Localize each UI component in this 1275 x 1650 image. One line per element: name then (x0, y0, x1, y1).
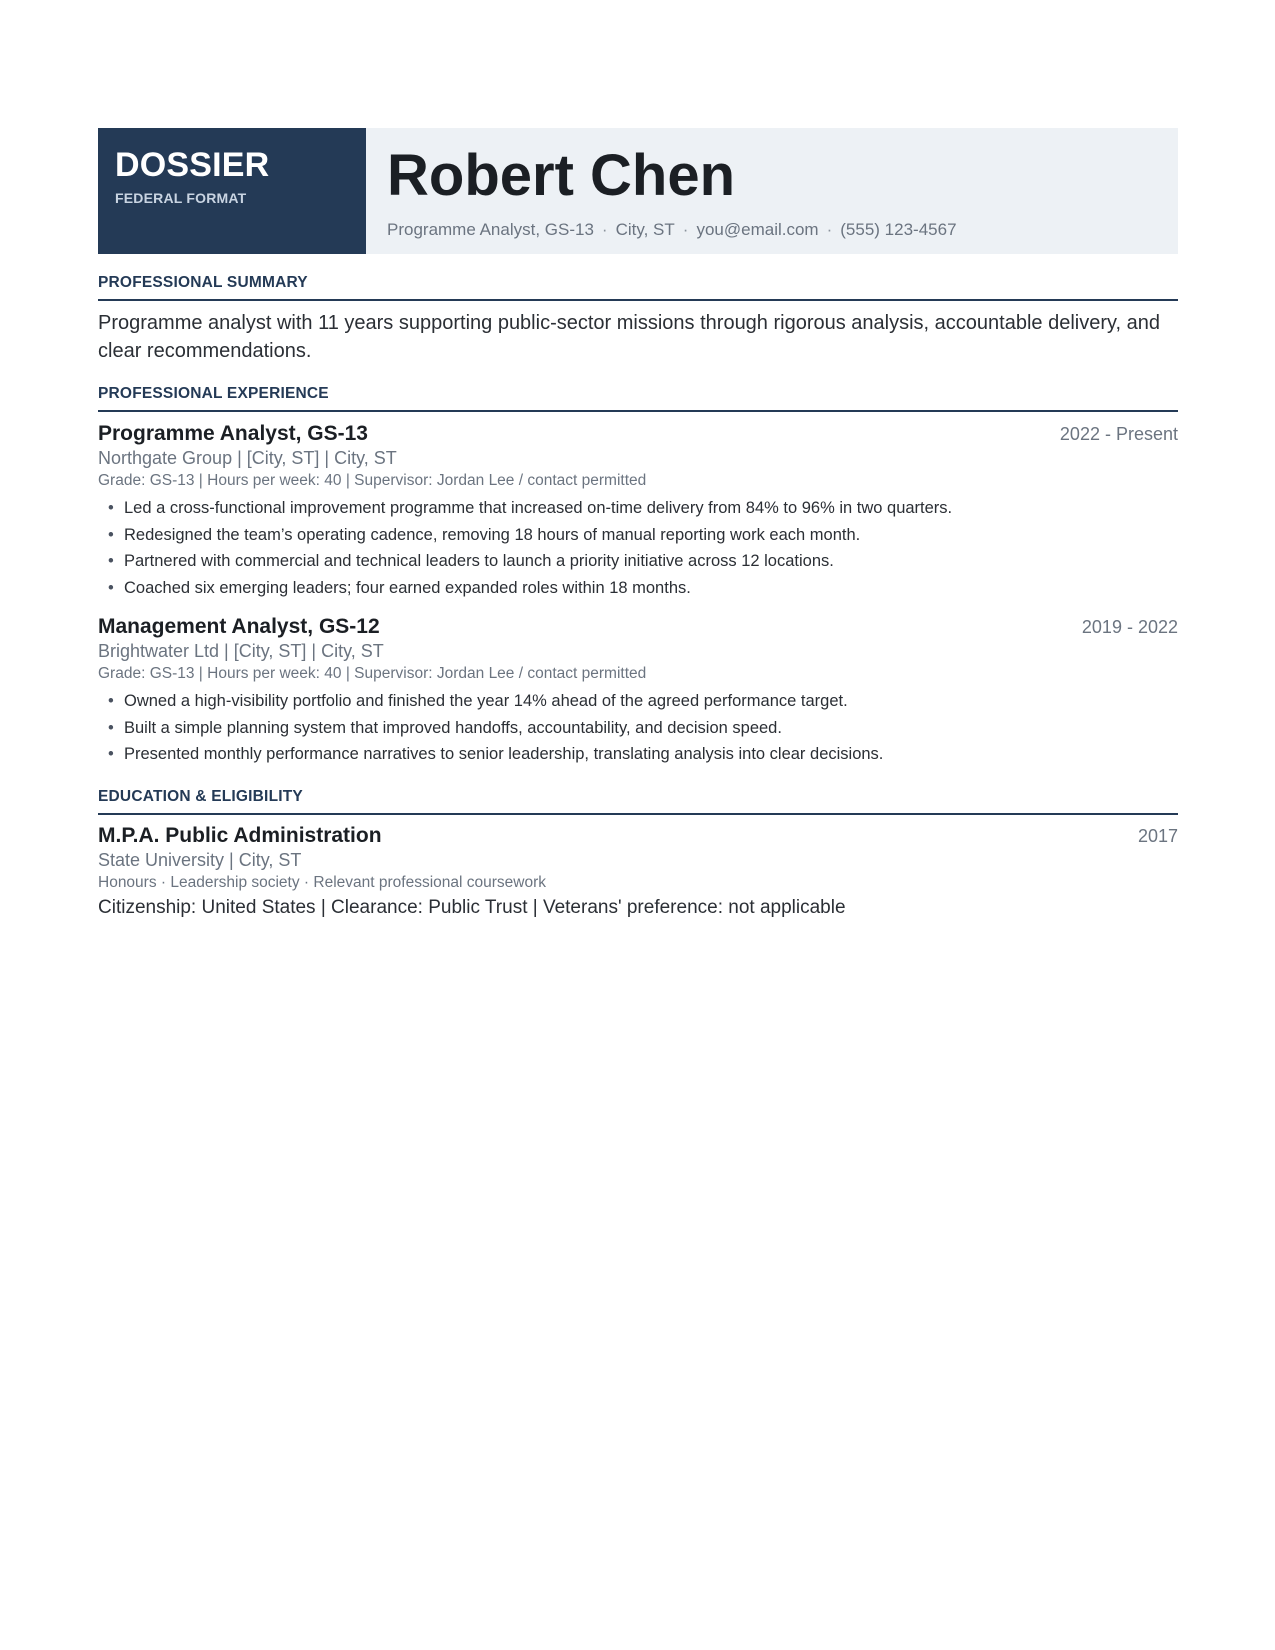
job-header (98, 615, 1178, 639)
contact-line (387, 220, 1178, 240)
job-bullet: • Owned a high-visibility portfolio and finished the year 14% ahead of the agreed performance target. (98, 688, 1178, 715)
contact-separator: · (682, 220, 689, 239)
experience-section-title: PROFESSIONAL EXPERIENCE (98, 385, 1178, 412)
education-entry (98, 824, 1178, 919)
job-meta: Grade: GS-13 | Hours per week: 40 | Supervisor: Jordan Lee / contact permitted (98, 665, 647, 682)
contact-role: Programme Analyst, GS-13 (387, 220, 594, 239)
summary-text: Programme analyst with 11 years supporting public-sector missions through rigorous analysis, accountable delivery, and clear recommendations. (98, 312, 1161, 362)
job-bullets (98, 495, 1178, 601)
job-title: Programme Analyst, GS-13 (98, 422, 368, 445)
job-bullet: • Coached six emerging leaders; four earned expanded roles within 18 months. (98, 575, 1178, 602)
contact-email: you@email.com (696, 220, 819, 239)
job-header (98, 422, 1178, 446)
job-bullet: • Partnered with commercial and technical leaders to launch a priority initiative across 12 locations. (98, 548, 1178, 575)
education-honours: Honours · Leadership society · Relevant professional coursework (98, 873, 546, 891)
job-bullet: • Redesigned the team’s operating cadence, removing 18 hours of manual reporting work each month. (98, 522, 1178, 549)
contact-phone: (555) 123-4567 (840, 220, 957, 239)
job-bullet: • Led a cross-functional improvement programme that increased on-time delivery from 84% to 96% in two quarters. (98, 495, 1178, 522)
resume-header (98, 128, 1178, 254)
brand-block (98, 128, 366, 254)
contact-separator: · (826, 220, 833, 239)
education-section-title: EDUCATION & ELIGIBILITY (98, 788, 1178, 815)
candidate-name: Robert Chen (387, 143, 735, 208)
degree-title: M.P.A. Public Administration (98, 823, 382, 847)
job-entry (98, 615, 1178, 768)
school-name: State University | City, ST (98, 849, 302, 870)
brand-subtitle: FEDERAL FORMAT (115, 190, 247, 206)
job-bullet: • Presented monthly performance narratives to senior leadership, translating analysis into clear decisions. (98, 741, 1178, 768)
contact-location: City, ST (615, 220, 675, 239)
job-entry (98, 422, 1178, 601)
job-organization: Brightwater Ltd | [City, ST] | City, ST (98, 641, 384, 661)
education-header (98, 824, 1178, 848)
job-dates: 2019 - 2022 (1081, 617, 1178, 637)
job-bullets (98, 688, 1178, 768)
contact-separator: · (601, 220, 608, 239)
job-title: Management Analyst, GS-12 (98, 615, 380, 638)
graduation-year: 2017 (1137, 825, 1178, 846)
job-bullet: • Built a simple planning system that improved handoffs, accountability, and decision speed. (98, 715, 1178, 742)
job-organization: Northgate Group | [City, ST] | City, ST (98, 448, 397, 468)
name-block (366, 128, 1178, 254)
summary-section-title: PROFESSIONAL SUMMARY (98, 274, 1178, 301)
job-dates: 2022 - Present (1059, 424, 1178, 444)
eligibility-line: Citizenship: United States | Clearance: Public Trust | Veterans' preference: not applicable (98, 896, 846, 918)
resume-page (98, 128, 1178, 919)
brand-title: DOSSIER (115, 146, 270, 184)
job-meta: Grade: GS-13 | Hours per week: 40 | Supervisor: Jordan Lee / contact permitted (98, 472, 647, 489)
